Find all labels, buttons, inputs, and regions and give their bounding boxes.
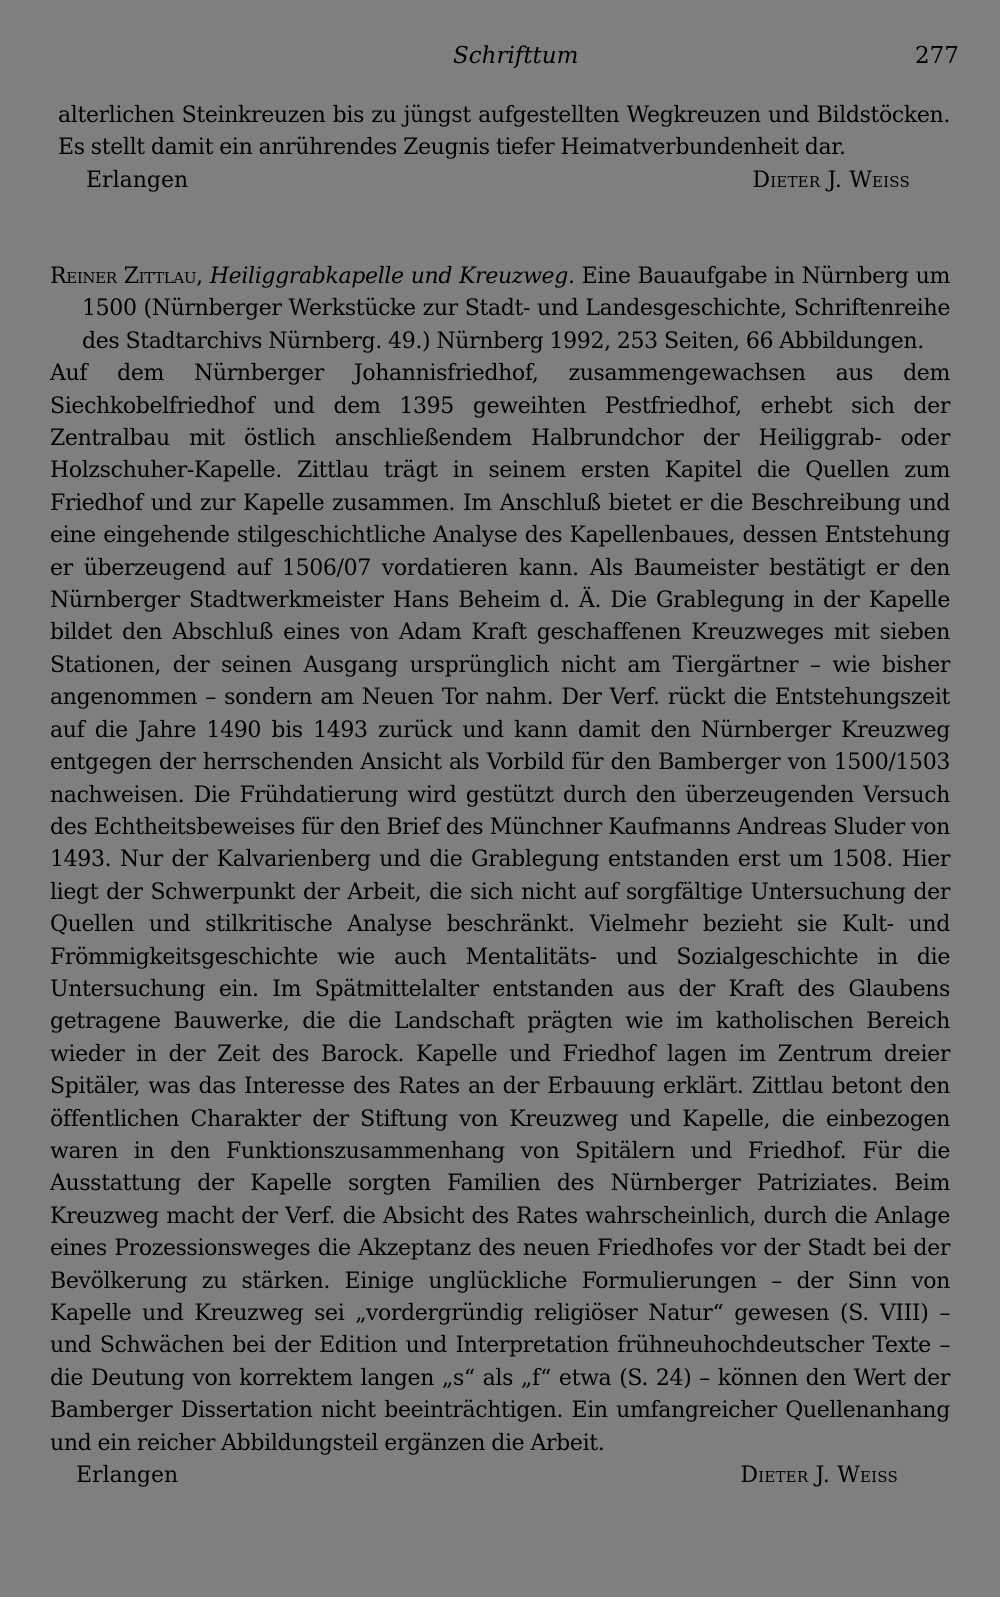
reviewer-name: Dieter J. Weiss — [740, 1463, 898, 1489]
review-continuation — [58, 100, 950, 197]
review-place: Erlangen — [76, 1463, 179, 1489]
running-header — [0, 40, 1000, 72]
bibliographic-entry — [50, 261, 950, 358]
book-title: Heiliggrabkapelle und Kreuzweg. — [209, 264, 575, 289]
book-author: Reiner Zittlau, — [50, 264, 203, 289]
review-signature — [58, 165, 950, 197]
book-details: Eine Bauaufgabe in Nürnberg um 1500 (Nürnberger Werkstücke zur Stadt- und Landesgeschichte, Schriftenreihe des Stadtarchivs Nürnberg. 49.) Nürnberg 1992, 253 Seiten, 66 Abbildungen. — [82, 264, 950, 354]
reviewer-name: Dieter J. Weiss — [752, 167, 910, 193]
page-number: 277 — [915, 43, 959, 69]
running-title: Schrifttum — [453, 43, 579, 69]
review-body: Auf dem Nürnberger Johannisfriedhof, zusammengewachsen aus dem Siechkobelfriedhof und dem 1395 geweihten Pestfriedhof, erhebt sich der Zentralbau mit östlich anschließendem Halbrundchor der Heiliggrab- oder Holzschuher-Kapelle. Zittlau trägt in seinem ersten Kapitel die Quellen zum Friedhof und zur Kapelle zusammen. Im Anschluß bietet er die Beschreibung und eine eingehende stilgeschichtliche Analyse des Kapellenbaues, dessen Entstehung er überzeugend auf 1506/07 vordatieren kann. Als Baumeister bestätigt er den Nürnberger Stadtwerkmeister Hans Beheim d. Ä. Die Grablegung in der Kapelle bildet den Abschluß eines von Adam Kraft geschaffenen Kreuzweges mit sieben Stationen, der seinen Ausgang ursprünglich nicht am Tiergärtner – wie bisher angenommen – sondern am Neuen Tor nahm. Der Verf. rückt die Entstehungszeit auf die Jahre 1490 bis 1493 zurück und kann damit den Nürnberger Kreuzweg entgegen der herrschenden Ansicht als Vorbild für den Bamberger von 1500/1503 nachweisen. Die Frühdatierung wird gestützt durch den überzeugenden Versuch des Echtheitsbeweises für den Brief des Münchner Kaufmanns Andreas Sluder von 1493. Nur der Kalvarienberg und die Grablegung entstanden erst um 1508. Hier liegt der Schwerpunkt der Arbeit, die sich nicht auf sorgfältige Untersuchung der Quellen und stilkritische Analyse beschränkt. Vielmehr bezieht sie Kult- und Frömmigkeitsgeschichte wie auch Mentalitäts- und Sozialgeschichte in die Untersuchung ein. Im Spätmittelalter entstanden aus der Kraft des Glaubens getragene Bauwerke, die die Landschaft prägten wie im katholischen Bereich wieder in der Zeit des Barock. Kapelle und Friedhof lagen im Zentrum dreier Spitäler, was das Interesse des Rates an der Erbauung erklärt. Zittlau betont den öffentlichen Charakter der Stiftung von Kreuzweg und Kapelle, die einbezogen waren in den Funktionszusammenhang von Spitälern und Friedhof. Für die Ausstattung der Kapelle sorgten Familien des Nürnberger Patriziates. Beim Kreuzweg macht der Verf. die Absicht des Rates wahrscheinlich, durch die Anlage eines Prozessionsweges die Akzeptanz des neuen Friedhofes vor der Stadt bei der Bevölkerung zu stärken. Einige unglückliche Formulierungen – der Sinn von Kapelle und Kreuzweg sei „vordergründig religiöser Natur“ gewesen (S. VIII) – und Schwächen bei der Edition und Interpretation frühneuhochdeutscher Texte – die Deutung von korrektem langen „s“ als „f“ etwa (S. 24) – können den Wert der Bamberger Dissertation nicht beeinträchtigen. Ein umfangreicher Quellenanhang und ein reicher Abbildungsteil ergänzen die Arbeit. — [50, 361, 950, 1456]
review-continuation-text: alterlichen Steinkreuzen bis zu jüngst aufgestellten Wegkreuzen und Bildstöcken. Es stellt damit ein anrührendes Zeugnis tiefer Heimatverbundenheit dar. — [58, 103, 950, 161]
review-place: Erlangen — [86, 167, 189, 193]
review-signature — [50, 1460, 950, 1492]
review-entry — [50, 261, 950, 1492]
